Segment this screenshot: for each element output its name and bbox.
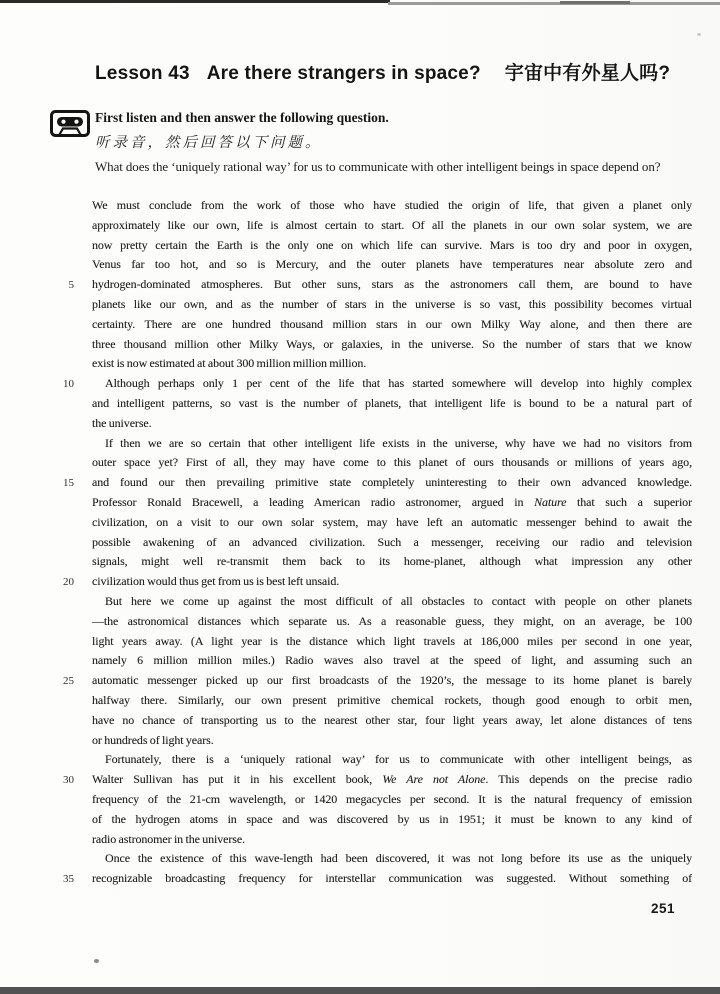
pre-listening-question: What does the ‘uniquely rational way’ for us to communicate with other intelligent beings in space depend on? xyxy=(95,159,661,174)
margin-line-number xyxy=(60,453,74,473)
margin-line-number xyxy=(60,295,74,315)
passage-line xyxy=(60,295,692,315)
passage-line xyxy=(60,196,692,216)
passage-line xyxy=(60,473,692,493)
margin-line-number xyxy=(60,711,74,731)
margin-line-number xyxy=(60,216,74,236)
margin-line-number: 5 xyxy=(68,279,74,292)
passage-line xyxy=(60,533,692,553)
passage-line xyxy=(60,830,692,850)
passage-line-text: Professor Ronald Bracewell, a leading American radio astronomer, argued in Nature that such a superior xyxy=(92,494,692,509)
page-number: 251 xyxy=(651,901,676,916)
passage-line-text: signals, might well re-transmit them back to its home-planet, although what impression any other xyxy=(92,554,692,569)
scan-speck xyxy=(94,959,99,963)
passage-line-text: frequency of the 21-cm wavelength, or 1420 megacycles per second. It is the natural frequency of emission xyxy=(92,791,692,806)
passage-line xyxy=(60,632,692,652)
scan-speck xyxy=(697,33,701,36)
margin-line-number: 35 xyxy=(63,873,74,886)
margin-line-number: 15 xyxy=(63,477,74,490)
margin-line-number xyxy=(60,513,74,533)
listen-instruction-chinese: 听录音，然后回答以下问题。 xyxy=(95,135,323,151)
passage-line xyxy=(60,572,692,592)
passage-line-text: and found our then prevailing primitive state completely uninteresting to their own advanced knowledge. xyxy=(92,475,692,490)
margin-line-number xyxy=(60,315,74,335)
margin-line-number xyxy=(60,236,74,256)
margin-line-number xyxy=(60,196,74,216)
passage-line xyxy=(60,216,692,236)
passage-line xyxy=(60,612,692,632)
passage-line xyxy=(60,731,692,751)
passage-line-text: If then we are so certain that other intelligent life exists in the universe, why have we had no visitors from xyxy=(105,435,692,450)
margin-line-number: 25 xyxy=(63,675,74,688)
margin-line-number xyxy=(60,810,74,830)
margin-line-number xyxy=(60,592,74,612)
passage-line xyxy=(60,711,692,731)
passage-line-text: or hundreds of light years. xyxy=(92,732,214,747)
passage-line xyxy=(60,552,692,572)
passage-line xyxy=(60,335,692,355)
passage-line-text: three thousand million other Milky Ways, or galaxies, in the universe. So the number of stars that we know xyxy=(92,336,692,351)
passage-line xyxy=(60,453,692,473)
passage-line-text: of the hydrogen atoms in space and was discovered by us in 1951; it must be known to any kind of xyxy=(92,811,692,826)
passage-line-text: Fortunately, there is a ‘uniquely rational way’ for us to communicate with other intelligent beings, as xyxy=(105,752,692,767)
passage-line xyxy=(60,671,692,691)
passage-line xyxy=(60,810,692,830)
margin-line-number xyxy=(60,830,74,850)
passage-line-text: But here we come up against the most difficult of all obstacles to contact with people on other planets xyxy=(105,593,692,608)
passage-line-text: automatic messenger picked up our first broadcasts of the 1920’s, the message to its home planet is barely xyxy=(92,673,692,688)
passage-line-text: civilization, on a visit to our own solar system, may have left an automatic messenger behind to await the xyxy=(92,514,692,529)
margin-line-number: 30 xyxy=(63,774,74,787)
margin-line-number xyxy=(60,691,74,711)
passage-line xyxy=(60,275,692,295)
lesson-title xyxy=(95,58,695,85)
margin-line-number xyxy=(60,552,74,572)
scan-edge-top-mid xyxy=(560,1,630,4)
passage-line xyxy=(60,236,692,256)
margin-line-number xyxy=(60,493,74,513)
passage-line-text: certainty. There are one hundred thousand million stars in our own Milky Way alone, and then there are xyxy=(92,316,692,331)
passage-line xyxy=(60,790,692,810)
passage-line-text: have no chance of transporting us to the nearest other star, four light years away, let alone distances of tens xyxy=(92,712,692,727)
passage-line-text: approximately like our own, life is almost certain to start. Of all the planets in our own solar system, we are xyxy=(92,217,692,232)
passage-line-text: exist is now estimated at about 300 million million million. xyxy=(92,356,367,371)
passage-line-text: recognizable broadcasting frequency for interstellar communication was suggested. Without something of xyxy=(92,871,692,886)
passage-line xyxy=(60,394,692,414)
passage-line xyxy=(60,493,692,513)
margin-line-number: 10 xyxy=(63,378,74,391)
scan-edge-bottom xyxy=(0,987,720,994)
passage-line-text: Although perhaps only 1 per cent of the life that has started somewhere will develop into highly complex xyxy=(105,376,692,391)
margin-line-number xyxy=(60,533,74,553)
margin-line-number xyxy=(60,612,74,632)
cassette-tape-icon xyxy=(50,110,90,175)
scan-edge-top-right xyxy=(388,2,720,5)
passage-line-text: outer space yet? First of all, they may have come to this planet of ours thousands or millions of years ago, xyxy=(92,455,692,470)
passage-line-text: possible awakening of an advanced civilization. Such a messenger, receiving our radio and television xyxy=(92,534,692,549)
margin-line-number xyxy=(60,731,74,751)
passage-line-text: Walter Sullivan has put it in his excellent book, We Are not Alone. This depends on the precise radio xyxy=(92,772,692,787)
passage-line-text: Once the existence of this wave-length had been discovered, it was not long before its use as the uniquely xyxy=(105,851,692,866)
passage-line-text: civilization would thus get from us is best left unsaid. xyxy=(92,574,340,589)
lesson-title-chinese: 宇宙中有外星人吗? xyxy=(504,63,671,84)
passage-line xyxy=(60,315,692,335)
passage-line xyxy=(60,513,692,533)
reading-passage xyxy=(60,196,692,889)
passage-line-text: the universe. xyxy=(92,415,152,430)
passage-line-text: halfway there. Similarly, our own present primitive chemical rockets, though good enough to orbit men, xyxy=(92,692,692,707)
passage-line xyxy=(60,691,692,711)
margin-line-number xyxy=(60,790,74,810)
passage-line xyxy=(60,651,692,671)
margin-line-number xyxy=(60,651,74,671)
passage-line-text: namely 6 million million miles.) Radio waves also travel at the speed of light, and assuming such an xyxy=(92,653,692,668)
scan-edge-top-left xyxy=(0,0,390,3)
passage-line-text: We must conclude from the work of those who have studied the origin of life, that given a planet only xyxy=(92,198,692,212)
passage-line-text: —the astronomical distances which separate us. As a reasonable guess, they might, on an average, be 100 xyxy=(92,613,692,628)
passage-line-text: and intelligent patterns, so vast is the number of planets, that intelligent life is bound to be a natural part of xyxy=(92,395,692,410)
margin-line-number xyxy=(60,414,74,434)
margin-line-number xyxy=(60,255,74,275)
passage-line xyxy=(60,414,692,434)
passage-line xyxy=(60,374,692,394)
passage-line-text: Venus far too hot, and so is Mercury, and the outer planets have temperatures near absolute zero and xyxy=(92,257,692,272)
passage-line-text: now pretty certain the Earth is the only one on which life can survive. Mars is too dry and poor in oxygen, xyxy=(92,237,692,252)
passage-line xyxy=(60,770,692,790)
lesson-number: Lesson 43 xyxy=(95,63,190,84)
margin-line-number xyxy=(60,632,74,652)
passage-line xyxy=(60,354,692,374)
passage-line-text: radio astronomer in the universe. xyxy=(92,831,245,846)
passage-line xyxy=(60,750,692,770)
passage-line-text: light years away. (A light year is the distance which light travels at 186,000 miles per second in one year, xyxy=(92,633,692,648)
margin-line-number xyxy=(60,394,74,414)
passage-line xyxy=(60,255,692,275)
listening-instruction-block xyxy=(50,108,695,175)
passage-line-text: hydrogen-dominated atmospheres. But other suns, stars as the astronomers call them, are bound to have xyxy=(92,277,692,292)
margin-line-number: 20 xyxy=(63,576,74,589)
passage-line xyxy=(60,592,692,612)
listen-instruction-english: First listen and then answer the following question. xyxy=(95,110,389,125)
margin-line-number xyxy=(60,354,74,374)
lesson-title-english: Are there strangers in space? xyxy=(206,63,481,84)
margin-line-number xyxy=(60,849,74,869)
passage-line-text: planets like our own, and as the number of stars in the universe is so vast, this possibility becomes virtual xyxy=(92,296,692,311)
margin-line-number xyxy=(60,750,74,770)
passage-line xyxy=(60,849,692,869)
margin-line-number xyxy=(60,434,74,454)
passage-line xyxy=(60,869,692,889)
passage-line xyxy=(60,434,692,454)
margin-line-number xyxy=(60,335,74,355)
